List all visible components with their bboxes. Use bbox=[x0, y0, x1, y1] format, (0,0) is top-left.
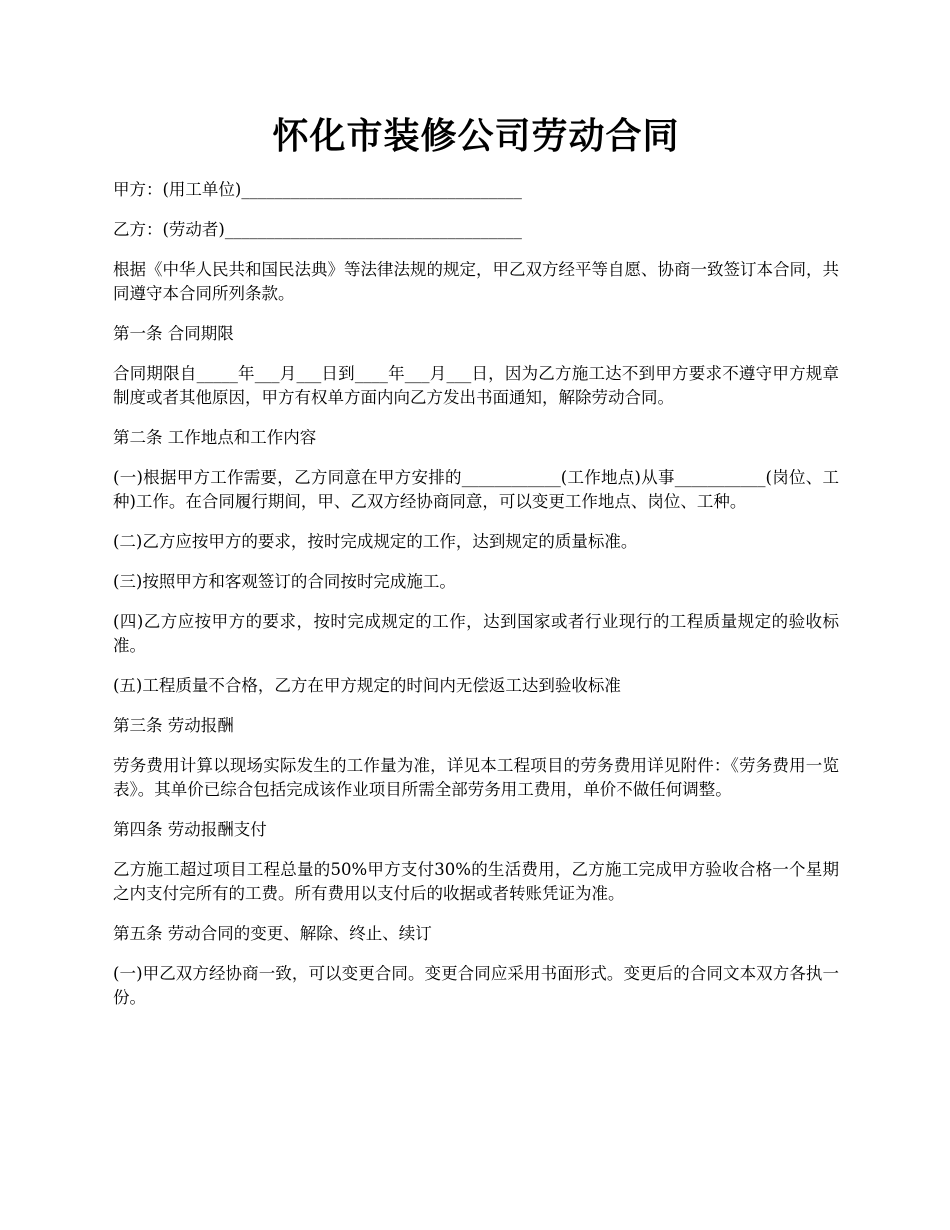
article-1-paragraph: 合同期限自_____年___月___日到____年___月___日，因为乙方施工达不到甲方要求不遵守甲方规章制度或者其他原因，甲方有权单方面内向乙方发出书面通知，解除劳动合同。 bbox=[113, 364, 839, 407]
article-3-paragraph: 劳务费用计算以现场实际发生的工作量为准，详见本工程项目的劳务费用详见附件：《劳务费用一览表》。其单价已综合包括完成该作业项目所需全部劳务用工费用，单价不做任何调整。 bbox=[113, 756, 839, 799]
article-5-heading: 第五条 劳动合同的变更、解除、终止、续订 bbox=[113, 924, 432, 943]
party-b-line: 乙方：(劳动者)____________________________________ bbox=[113, 220, 522, 239]
preamble-paragraph: 根据《中华人民共和国民法典》等法律法规的规定，甲乙双方经平等自愿、协商一致签订本合同，共同遵守本合同所列条款。 bbox=[113, 260, 839, 303]
article-2-clause-2: (二)乙方应按甲方的要求，按时完成规定的工作，达到规定的质量标准。 bbox=[113, 532, 638, 551]
article-4-heading: 第四条 劳动报酬支付 bbox=[113, 820, 267, 839]
article-2-clause-1: (一)根据甲方工作需要，乙方同意在甲方安排的____________(工作地点)从事___________(岗位、工种)工作。在合同履行期间，甲、乙双方经协商同意，可以变更工作地点、岗位、工种。 bbox=[113, 468, 839, 511]
article-2-clause-4: (四)乙方应按甲方的要求，按时完成规定的工作，达到国家或者行业现行的工程质量规定的验收标准。 bbox=[113, 612, 839, 655]
article-2-heading: 第二条 工作地点和工作内容 bbox=[113, 428, 317, 447]
article-2-clause-5: (五)工程质量不合格，乙方在甲方规定的时间内无偿返工达到验收标准 bbox=[113, 676, 621, 695]
article-1-heading: 第一条 合同期限 bbox=[113, 324, 234, 343]
document-title: 怀化市装修公司劳动合同 bbox=[272, 115, 680, 157]
article-2-clause-3: (三)按照甲方和客观签订的合同按时完成施工。 bbox=[113, 572, 456, 591]
document-body bbox=[113, 178, 839, 1026]
article-5-clause-1: (一)甲乙双方经协商一致，可以变更合同。变更合同应采用书面形式。变更后的合同文本双方各执一份。 bbox=[113, 964, 839, 1007]
party-a-line: 甲方：(用工单位)__________________________________ bbox=[113, 180, 522, 199]
article-3-heading: 第三条 劳动报酬 bbox=[113, 716, 234, 735]
article-4-paragraph: 乙方施工超过项目工程总量的50%甲方支付30%的生活费用，乙方施工完成甲方验收合格一个星期之内支付完所有的工费。所有费用以支付后的收据或者转账凭证为准。 bbox=[113, 860, 839, 903]
